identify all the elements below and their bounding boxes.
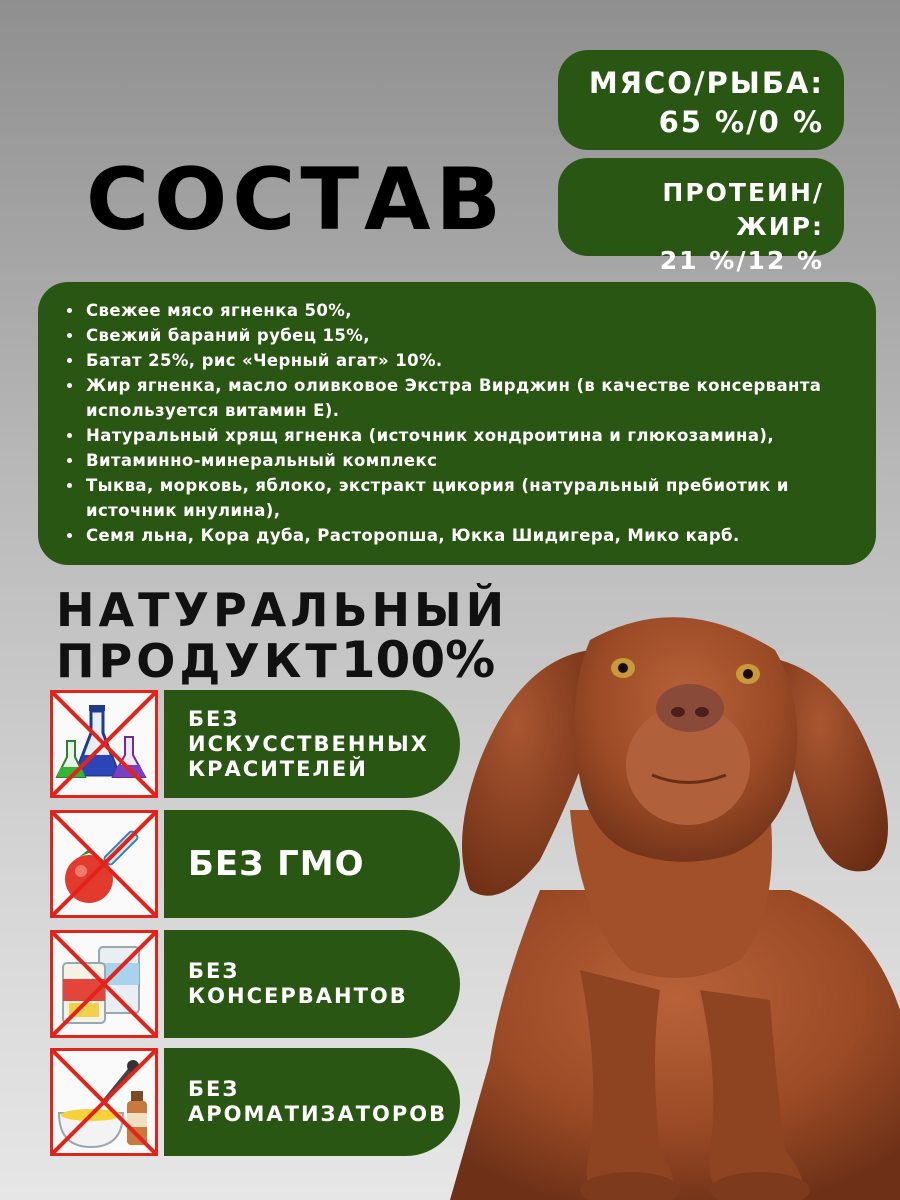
protein-fat-label: ПРОТЕИН/ЖИР: [662, 178, 824, 241]
meat-fish-value: 65 %/0 % [658, 105, 824, 140]
dog-image [430, 590, 900, 1200]
natural-line2: ПРОДУКТ [56, 634, 341, 688]
no-chemicals-icon [50, 690, 158, 798]
natural-percent: 100% [340, 631, 496, 689]
feature-label-no-gmo: БЕЗ ГМО [164, 810, 460, 918]
natural-line1: НАТУРАЛЬНЫЙ [56, 583, 509, 637]
no-gmo-icon [50, 810, 158, 918]
ingredients-panel [38, 282, 876, 565]
feature-label-no-flavorings: БЕЗ АРОМАТИЗАТОРОВ [164, 1048, 460, 1156]
meat-fish-label: МЯСО/РЫБА: [588, 66, 824, 100]
feature-label-no-dyes: БЕЗ ИСКУССТВЕННЫХ КРАСИТЕЛЕЙ [164, 690, 460, 798]
ingredient-item: • Жир ягненка, масло оливковое Экстра Вирджин (в качестве консерванта используется витамин Е). [84, 373, 850, 423]
feature-no-preservatives [50, 930, 460, 1038]
feature-no-gmo [50, 810, 460, 918]
meat-fish-badge [558, 50, 844, 150]
ingredient-item: • Свежее мясо ягненка 50%, [84, 298, 850, 323]
page-title: СОСТАВ [86, 150, 507, 250]
ingredient-item: • Свежий бараний рубец 15%, [84, 323, 850, 348]
ingredient-item: • Семя льна, Кора дуба, Расторопша, Юкка Шидигера, Мико карб. [84, 523, 850, 548]
ingredient-item: • Витаминно-минеральный комплекс [84, 448, 850, 473]
ingredient-item: • Батат 25%, рис «Черный агат» 10%. [84, 348, 850, 373]
feature-no-flavorings [50, 1048, 460, 1156]
protein-fat-badge [558, 158, 844, 275]
ingredients-list [62, 298, 850, 548]
feature-no-dyes [50, 690, 460, 798]
ingredient-item: • Натуральный хрящ ягненка (источник хондроитина и глюкозамина), [84, 423, 850, 448]
no-flavorings-icon [50, 1048, 158, 1156]
protein-fat-value: 21 %/12 % [659, 245, 824, 275]
no-preservatives-icon [50, 930, 158, 1038]
feature-label-no-preservatives: БЕЗ КОНСЕРВАНТОВ [164, 930, 460, 1038]
ingredient-item: • Тыква, морковь, яблоко, экстракт цикория (натуральный пребиотик и источник инулина), [84, 473, 850, 523]
